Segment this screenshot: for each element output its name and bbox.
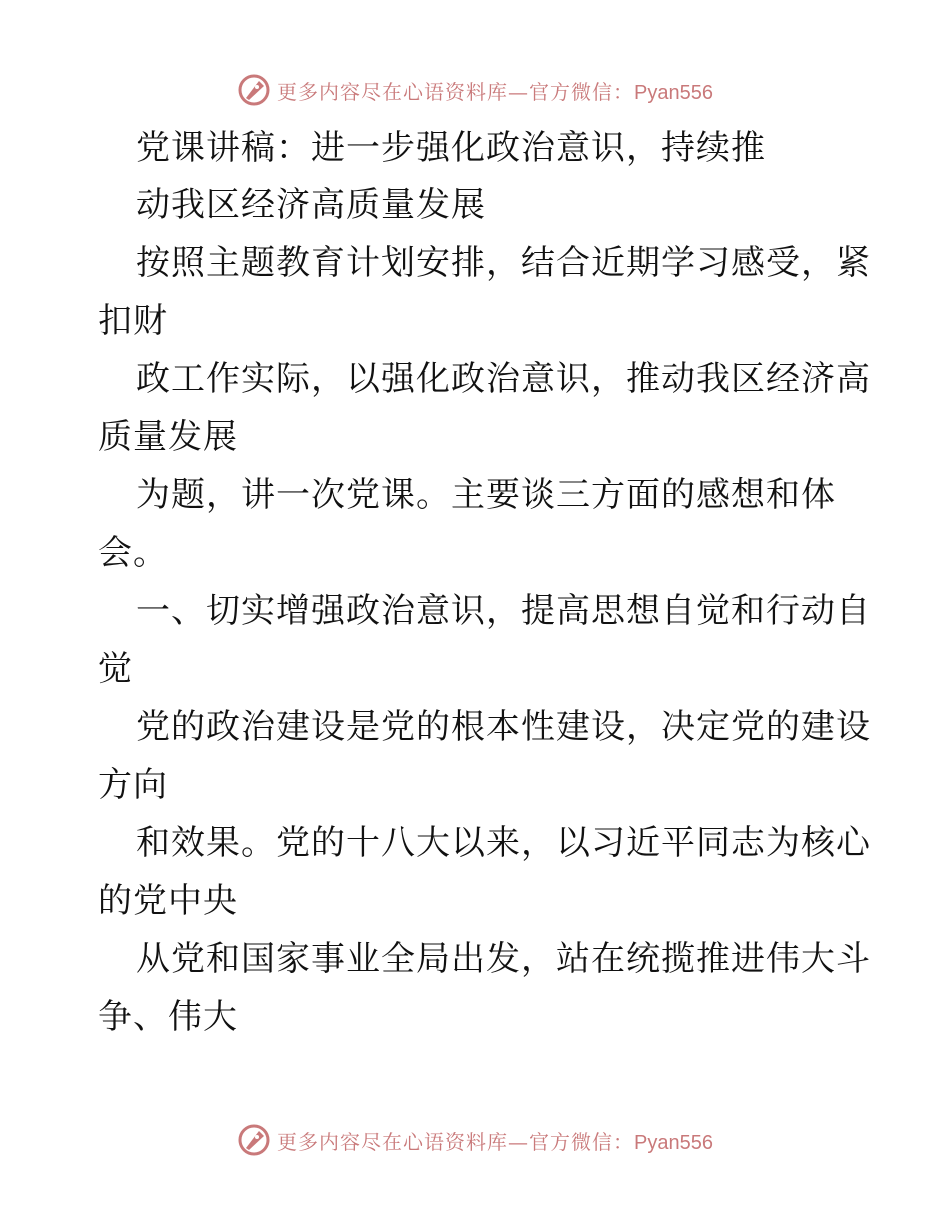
title-line-2: 动我区经济高质量发展 — [136, 185, 486, 225]
header-watermark — [0, 70, 950, 110]
body-line: 的党中央 — [98, 881, 238, 921]
watermark-wechat-id: Pyan556 — [634, 1131, 713, 1154]
watermark-text: 更多内容尽在心语资料库—官方微信：Pyan556 — [277, 1129, 713, 1154]
pen-nib-logo-icon — [237, 1123, 271, 1157]
section-heading-1: 一、切实增强政治意识，提高思想自觉和行动自 — [136, 591, 871, 631]
body-line: 政工作实际，以强化政治意识，推动我区经济高 — [136, 359, 871, 399]
body-line: 争、伟大 — [98, 997, 238, 1037]
body-line: 从党和国家事业全局出发，站在统揽推进伟大斗 — [136, 939, 871, 979]
body-line: 按照主题教育计划安排，结合近期学习感受，紧 — [136, 243, 871, 283]
footer-watermark — [0, 1120, 950, 1160]
pen-nib-logo-icon — [237, 73, 271, 107]
section-heading-1-cont: 觉 — [98, 649, 133, 689]
watermark-wechat-id: Pyan556 — [634, 81, 713, 104]
body-line: 为题，讲一次党课。主要谈三方面的感想和体 — [136, 475, 836, 515]
body-line: 会。 — [98, 533, 168, 573]
body-line: 党的政治建设是党的根本性建设，决定党的建设 — [136, 707, 871, 747]
watermark-text: 更多内容尽在心语资料库—官方微信：Pyan556 — [277, 79, 713, 104]
body-line: 方向 — [98, 765, 168, 805]
body-line: 扣财 — [98, 301, 168, 341]
title-line-1: 党课讲稿：进一步强化政治意识，持续推 — [136, 128, 766, 168]
body-line: 和效果。党的十八大以来，以习近平同志为核心 — [136, 823, 871, 863]
body-line: 质量发展 — [98, 417, 238, 457]
